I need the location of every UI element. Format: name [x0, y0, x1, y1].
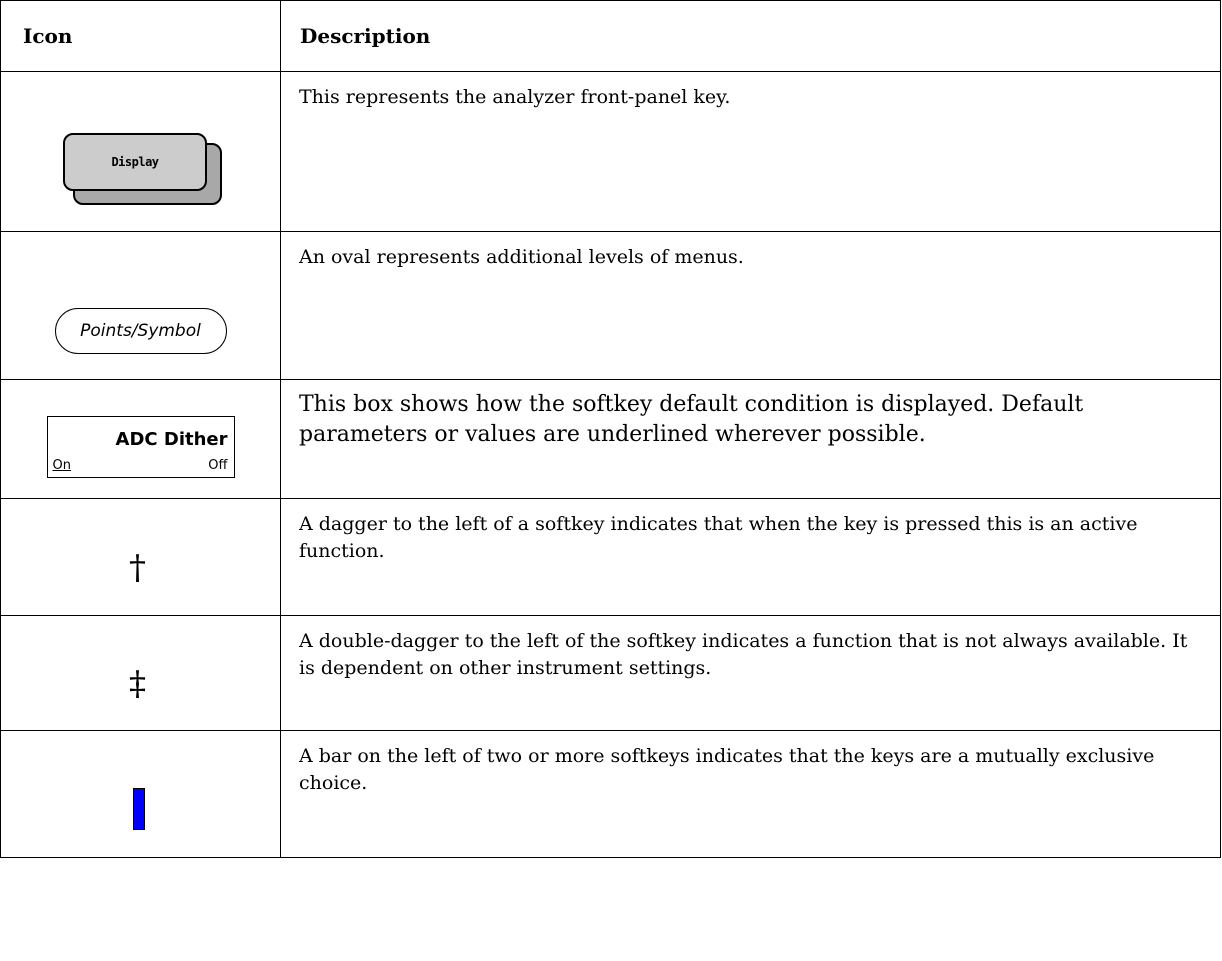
icon-cell — [1, 499, 281, 616]
icon-cell — [1, 232, 281, 380]
softkey-option-off: Off — [208, 458, 228, 473]
bar-icon — [133, 788, 145, 830]
table-row — [1, 72, 1221, 232]
dagger-icon: † — [129, 548, 146, 588]
double-dagger-icon: ‡ — [129, 664, 146, 704]
table-header-row — [1, 1, 1221, 72]
oval-menu-icon — [55, 308, 227, 354]
softkey-option-on: On — [52, 458, 71, 473]
table-row — [1, 499, 1221, 616]
description-cell: This box shows how the softkey default condition is displayed. Default parameters or values are underlined wherever possible. — [281, 380, 1221, 499]
icon-cell — [1, 72, 281, 232]
hardkey-icon — [63, 133, 218, 203]
icon-cell — [1, 731, 281, 858]
description-cell: A dagger to the left of a softkey indicates that when the key is pressed this is an active function. — [281, 499, 1221, 616]
description-cell: An oval represents additional levels of menus. — [281, 232, 1221, 380]
softkey-box-icon — [47, 416, 235, 478]
header-icon: Icon — [1, 1, 281, 72]
table-row — [1, 616, 1221, 731]
icon-cell — [1, 616, 281, 731]
table-row — [1, 731, 1221, 858]
oval-label: Points/Symbol — [80, 320, 201, 341]
icon-cell — [1, 380, 281, 499]
hardkey-label: Display — [63, 133, 207, 191]
description-cell: This represents the analyzer front-panel key. — [281, 72, 1221, 232]
description-cell: A bar on the left of two or more softkeys indicates that the keys are a mutually exclusive choice. — [281, 731, 1221, 858]
table-row — [1, 232, 1221, 380]
table-row — [1, 380, 1221, 499]
softkey-title: ADC Dither — [115, 429, 228, 450]
description-cell: A double-dagger to the left of the softkey indicates a function that is not always available. It is dependent on other instrument settings. — [281, 616, 1221, 731]
header-description: Description — [281, 1, 1221, 72]
